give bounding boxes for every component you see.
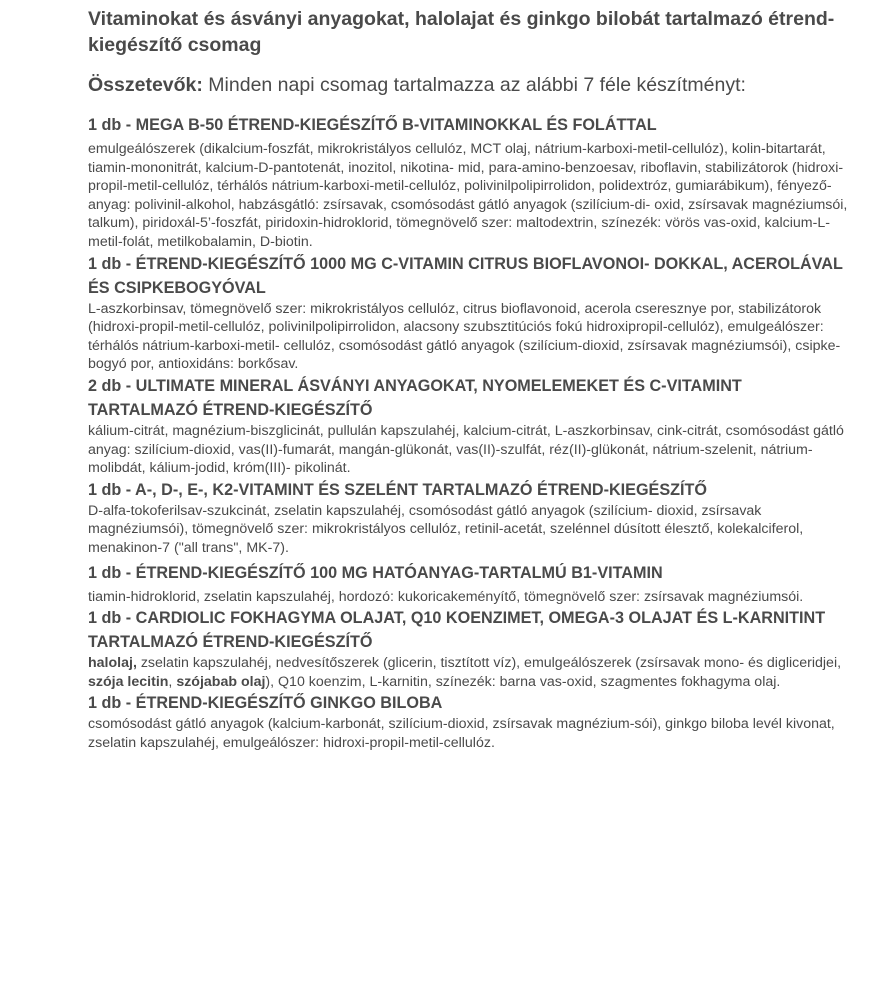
product-heading: 1 db - A-, D-, E-, K2-VITAMINT ÉS SZELÉNT TARTALMAZÓ ÉTREND-KIEGÉSZÍTŐ bbox=[88, 480, 707, 499]
product-heading: 2 db - ULTIMATE MINERAL ÁSVÁNYI ANYAGOKAT, NYOMELEMEKET ÉS C-VITAMINT TARTALMAZÓ ÉTREND-KIEGÉSZÍTŐ bbox=[88, 376, 742, 419]
product-ingredients: kálium-citrát, magnézium-biszglicinát, pullulán kapszulahéj, kalcium-citrát, L-aszkorbinsav, cink-citrát, csomósodást gátló anyag: szilícium-dioxid, vas(II)-fumarát, mangán-glükonát, vas(II)-szulfát, réz(II)-glükonát, nátrium-szelenit, nátrium-molibdát, kálium-jodid, króm(III)- pikolinát. bbox=[88, 422, 844, 477]
product-ingredients bbox=[88, 654, 848, 691]
product-ingredients: D-alfa-tokoferilsav-szukcinát, zselatin kapszulahéj, csomósodást gátló anyagok (szilícium- dioxid, zsírsavak magnéziumsói), tömegnövelő szer: mikrokristályos cellulóz, retinil-acetát, szelénnel dúsított élesztő, kolekalciferol, menakinon-7 ("all trans", MK-7). bbox=[88, 502, 804, 556]
product-section-vitamin-c bbox=[88, 252, 848, 374]
product-section-b1 bbox=[88, 558, 848, 607]
product-heading: 1 db - ÉTREND-KIEGÉSZÍTŐ 1000 MG C-VITAMIN CITRUS BIOFLAVONOI- DOKKAL, ACEROLÁVAL ÉS CSIPKEBOGYÓVAL bbox=[88, 254, 843, 297]
document-title: Vitaminokat és ásványi anyagokat, halolajat és ginkgo bilobát tartalmazó étrend-kiegészítő csomag bbox=[88, 8, 835, 56]
product-heading: 1 db - MEGA B-50 ÉTREND-KIEGÉSZÍTŐ B-VITAMINOKKAL ÉS FOLÁTTAL bbox=[88, 116, 657, 134]
ingredients-label: Összetevők: bbox=[88, 74, 203, 96]
product-ingredients: csomósodást gátló anyagok (kalcium-karbonát, szilícium-dioxid, zsírsavak magnézium-sói), ginkgo biloba levél kivonat, zselatin kapszulahéj, emulgeálószer: hidroxi-propil-metil-cellulóz. bbox=[88, 716, 835, 751]
ingredients-intro-text: Minden napi csomag tartalmazza az alábbi 7 féle készítményt: bbox=[202, 74, 746, 96]
product-section-ultimate-mineral bbox=[88, 374, 848, 478]
document-page bbox=[88, 6, 848, 752]
product-section-ginkgo bbox=[88, 691, 848, 752]
product-heading: 1 db - CARDIOLIC FOKHAGYMA OLAJAT, Q10 KOENZIMET, OMEGA-3 OLAJAT ÉS L-KARNITINT TARTALMAZÓ ÉTREND-KIEGÉSZÍTŐ bbox=[88, 609, 826, 652]
ingredients-text: ), Q10 koenzim, L-karnitin, színezék: barna vas-oxid, szagmentes fokhagyma olaj. bbox=[265, 673, 781, 690]
product-ingredients: emulgeálószerek (dikalcium-foszfát, mikrokristályos cellulóz, MCT olaj, nátrium-karboxi-metil-cellulóz), kolin-bitartarát, tiamin-mononitrát, kalcium-D-pantotenát, inozitol, nikotina- mid, para-amino-benzoesav, riboflavin, stabilizátorok (hidroxi-propil-metil-cellulóz, térhálós nátrium-karboxi-metil-cellulóz, polivinilpolipirrolidon, polidextróz, gumiarábikum), fényező- anyag: polivinil-alkohol, habzásgátló: zsírsavak, csomósodást gátló anyagok (szilícium-di- oxid, zsírsavak magnéziumsói, talkum), piridoxál-5’-foszfát, piridoxin-hidroklorid, tömegnövelő szer: maltodextrin, színezék: vörös vas-oxid, kalcium-L-metil-folát, metilkobalamin, D-biotin. bbox=[88, 141, 848, 250]
ingredients-text: , bbox=[168, 673, 177, 690]
product-ingredients: L-aszkorbinsav, tömegnövelő szer: mikrokristályos cellulóz, citrus bioflavonoid, acerola cseresznye por, stabilizátorok (hidroxi-propil-metil-cellulóz, polivinilpolipirrolidon, alacsony szubsztitúciós fokú hidroxipropil-cellulóz), emulgeálószer: térhálós nátrium-karboxi-metil- cellulóz, csomósodást gátló anyagok (szilícium-dioxid, zsírsavak magnéziumsói), csipke- bogyó por, antioxidáns: borkősav. bbox=[88, 300, 841, 373]
product-section-b50 bbox=[88, 110, 848, 252]
product-section-cardiolic bbox=[88, 606, 848, 691]
allergen-fish-oil: halolaj, bbox=[88, 655, 137, 672]
product-ingredients: tiamin-hidroklorid, zselatin kapszulahéj, hordozó: kukoricakeményítő, tömegnövelő szer: zsírsavak magnéziumsói. bbox=[88, 588, 804, 605]
product-section-adek bbox=[88, 478, 848, 558]
allergen-soybean-oil: szójabab olaj bbox=[176, 673, 266, 690]
ingredients-intro bbox=[88, 62, 848, 108]
ingredients-text: zselatin kapszulahéj, nedvesítőszerek (glicerin, tisztított víz), emulgeálószerek (zsírsavak mono- és digliceridjei, bbox=[136, 655, 842, 672]
product-heading: 1 db - ÉTREND-KIEGÉSZÍTŐ 100 MG HATÓANYAG-TARTALMÚ B1-VITAMIN bbox=[88, 563, 663, 582]
product-heading: 1 db - ÉTREND-KIEGÉSZÍTŐ GINKGO BILOBA bbox=[88, 694, 443, 713]
allergen-soy-lecithin: szója lecitin bbox=[88, 673, 169, 690]
